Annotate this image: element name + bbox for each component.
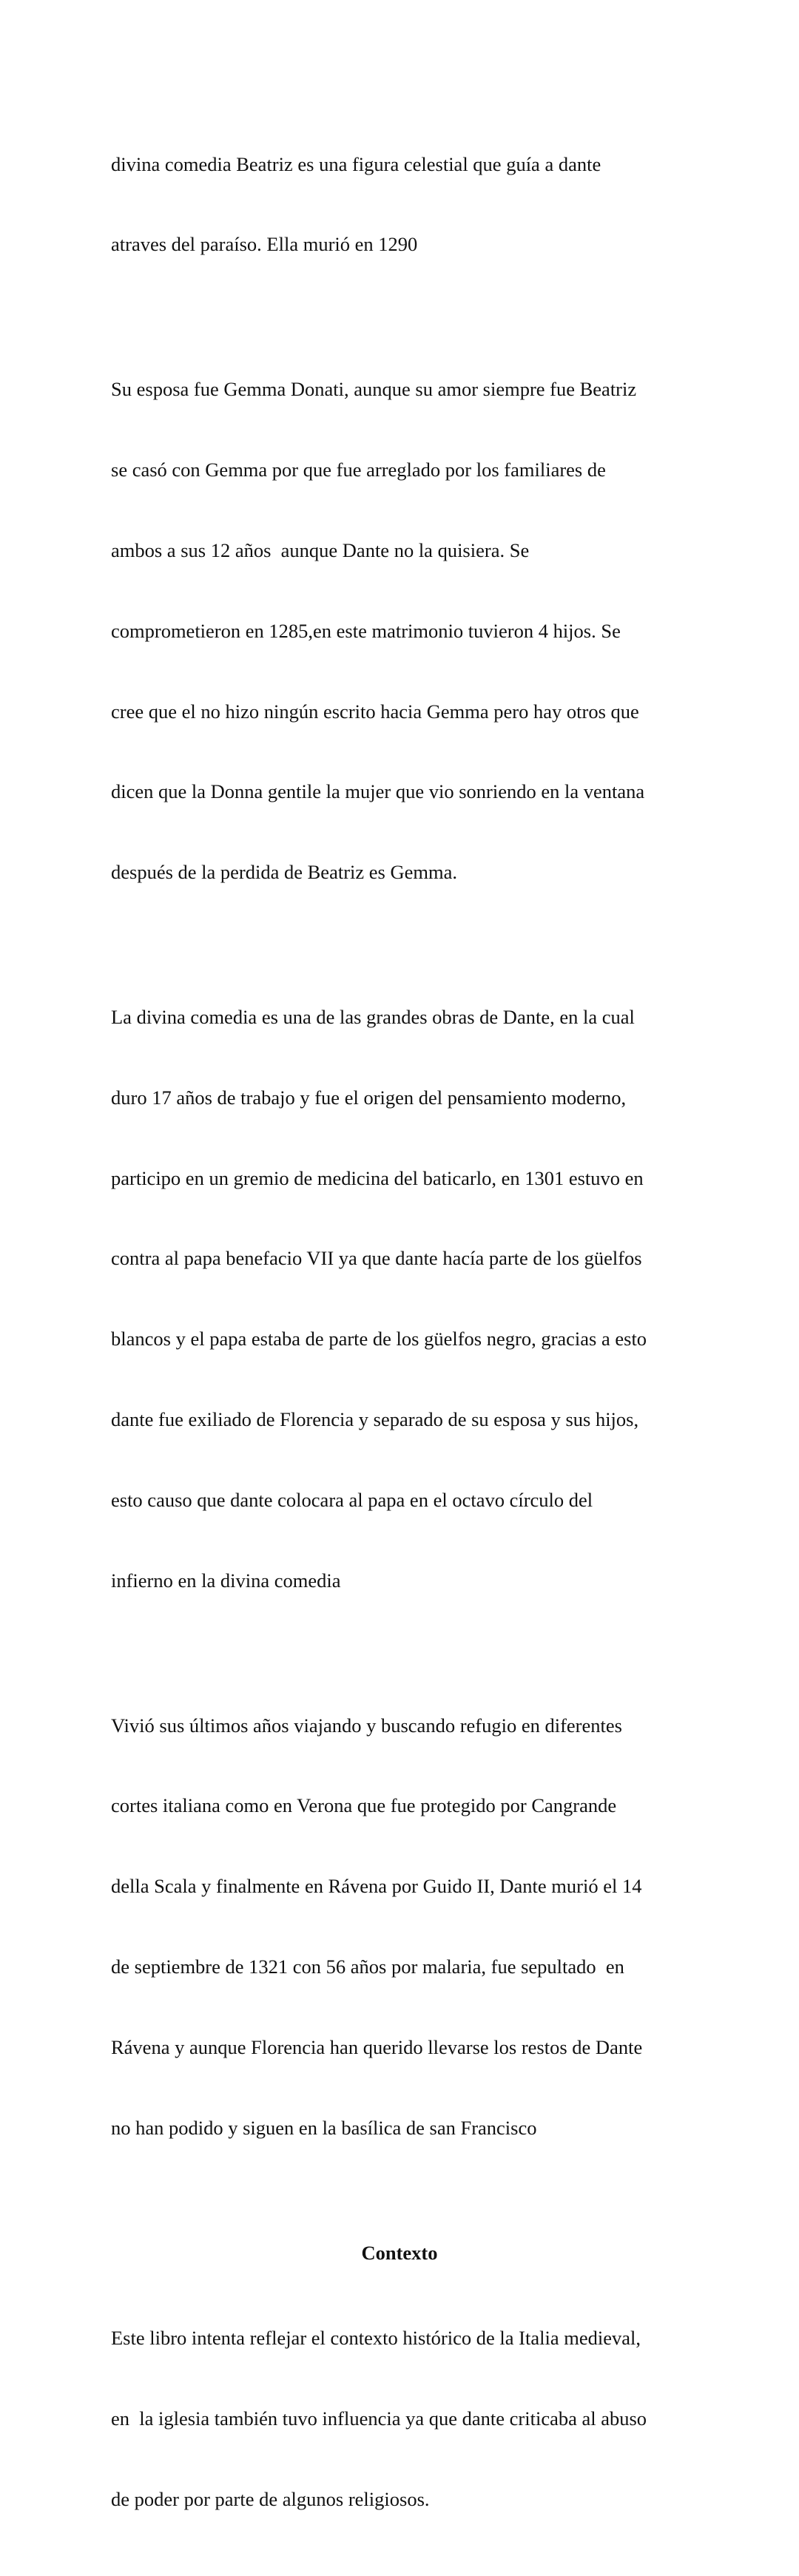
text-line: Este libro intenta reflejar el contexto histórico de la Italia medieval, (111, 2326, 641, 2349)
text-line: se casó con Gemma por que fue arreglado por los familiares de (111, 458, 606, 481)
text-line: atraves del paraíso. Ella murió en 1290 (111, 233, 418, 256)
paragraph-beatriz (111, 97, 695, 311)
text-line: no han podido y siguen en la basílica de san Francisco (111, 2116, 537, 2139)
text-line: blancos y el papa estaba de parte de los güelfos negro, gracias a esto (111, 1328, 647, 1350)
text-line: después de la perdida de Beatriz es Gemma. (111, 861, 457, 884)
text-line: infierno en la divina comedia (111, 1569, 341, 1592)
text-line: ambos a sus 12 años aunque Dante no la quisiera. Se (111, 538, 530, 561)
text-line: cree que el no hizo ningún escrito hacia Gemma pero hay otros que (111, 700, 639, 723)
text-line: Vivió sus últimos años viajando y buscando refugio en diferentes (111, 1714, 622, 1737)
text-line: Rávena y aunque Florencia han querido llevarse los restos de Dante (111, 2036, 643, 2059)
section-heading: Contexto (361, 2241, 438, 2264)
text-line: della Scala y finalmente en Rávena por Guido II, Dante murió el 14 (111, 1875, 642, 1898)
text-line: contra al papa benefacio VII ya que dante hacía parte de los güelfos (111, 1247, 642, 1270)
paragraph-ultimos-anos (111, 1658, 695, 2195)
paragraph-gemma (111, 322, 695, 939)
text-line: cortes italiana como en Verona que fue protegido por Cangrande (111, 1794, 617, 1817)
text-line: en la iglesia también tuvo influencia ya que dante criticaba al abuso (111, 2407, 647, 2430)
text-line: duro 17 años de trabajo y fue el origen del pensamiento moderno, (111, 1086, 627, 1109)
text-line: dicen que la Donna gentile la mujer que vio sonriendo en la ventana (111, 780, 645, 803)
text-line: de poder por parte de algunos religiosos. (111, 2487, 430, 2510)
text-line: participo en un gremio de medicina del baticarlo, en 1301 estuvo en (111, 1166, 644, 1189)
document-page (111, 97, 695, 2576)
paragraph-contexto (111, 2271, 695, 2566)
text-line: La divina comedia es una de las grandes obras de Dante, en la cual (111, 1005, 635, 1028)
paragraph-divina-comedia (111, 950, 695, 1648)
text-line: esto causo que dante colocara al papa en el octavo círculo del (111, 1489, 593, 1512)
text-line: divina comedia Beatriz es una figura celestial que guía a dante (111, 152, 601, 175)
text-line: Su esposa fue Gemma Donati, aunque su amor siempre fue Beatriz (111, 377, 637, 400)
text-line: comprometieron en 1285,en este matrimonio tuvieron 4 hijos. Se (111, 619, 621, 642)
text-line: de septiembre de 1321 con 56 años por malaria, fue sepultado en (111, 1955, 624, 1978)
text-line: dante fue exiliado de Florencia y separado de su esposa y sus hijos, (111, 1408, 639, 1431)
